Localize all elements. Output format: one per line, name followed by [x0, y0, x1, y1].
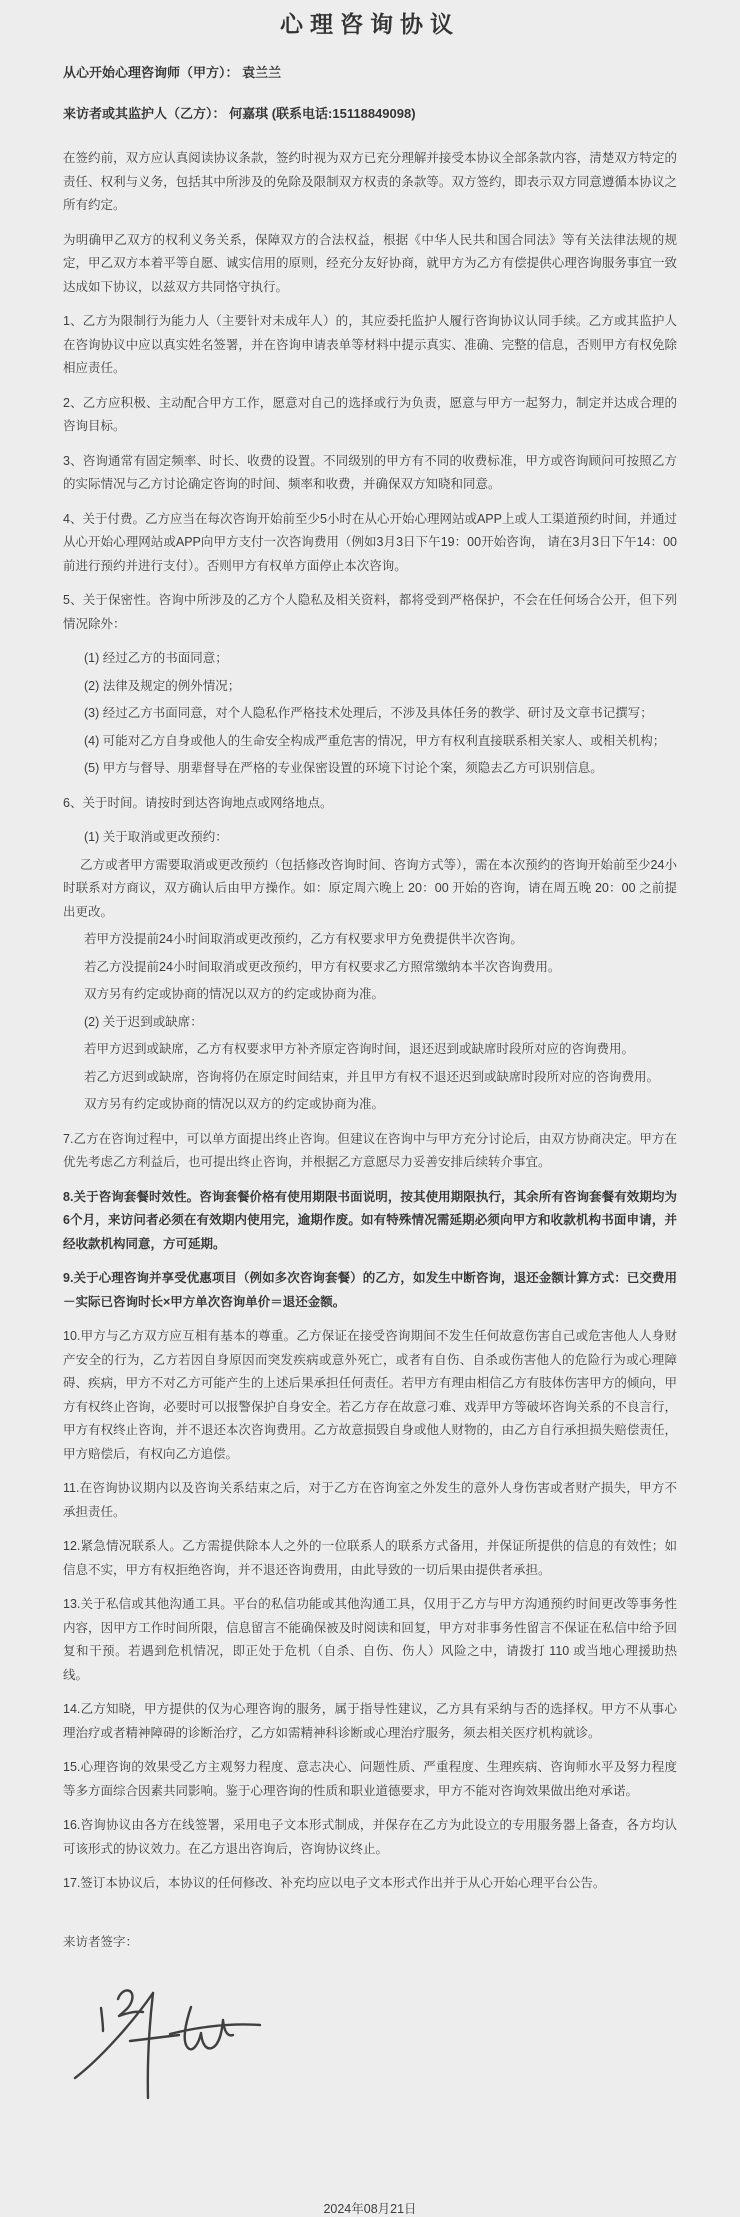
- page-title: 心理咨询协议: [280, 11, 460, 37]
- handwritten-signature-icon: [73, 1978, 268, 2103]
- clause-paragraph: 5、关于保密性。咨询中所涉及的乙方个人隐私及相关资料，都将受到严格保护，不会在任何场合公开，但下列情况除外：: [63, 593, 677, 631]
- clause-paragraph: (1) 关于取消或更改预约：: [84, 830, 228, 844]
- clause-paragraph: 7.乙方在咨询过程中，可以单方面提出终止咨询。但建议在咨询中与甲方充分讨论后，由双方协商决定。甲方在优先考虑乙方利益后，也可提出终止咨询，并根据乙方意愿尽力妥善安排后续转介事宜。: [63, 1131, 677, 1169]
- clause-paragraph: 双方另有约定或协商的情况以双方的约定或协商为准。: [84, 1097, 385, 1111]
- clause-paragraph: 若乙方迟到或缺席，咨询将仍在原定时间结束，并且甲方有权不退还迟到或缺席时段所对应的咨询费用。: [84, 1069, 660, 1084]
- clause-paragraph: 15.心理咨询的效果受乙方主观努力程度、意志决心、问题性质、严重程度、生理疾病、咨询师水平及努力程度等多方面综合因素共同影响。鉴于心理咨询的性质和职业道德要求，甲方不能对咨询效果做出绝对承诺。: [63, 1760, 677, 1798]
- clause-paragraph: 若甲方没提前24小时间取消或更改预约，乙方有权要求甲方免费提供半次咨询。: [84, 932, 523, 946]
- clause-paragraph: 3、咨询通常有固定频率、时长、收费的设置。不同级别的甲方有不同的收费标准，甲方或咨询顾问可按照乙方的实际情况与乙方讨论确定咨询的时间、频率和收费，并确保双方知晓和同意。: [63, 453, 677, 491]
- clause-paragraph: 乙方或者甲方需要取消或更改预约（包括修改咨询时间、咨询方式等），需在本次预约的咨询开始前至少24小时联系对方商议，双方确认后由甲方操作。如：原定周六晚上 20：00 开始的咨询，请在周五晚 20：00 之前提出更改。: [63, 857, 677, 919]
- clause-paragraph: 4、关于付费。乙方应当在每次咨询开始前至少5小时在从心开始心理网站或APP上或人工渠道预约时间，并通过从心开始心理网站或APP向甲方支付一次咨询费用（例如3月3日下午19：00开始咨询， 请在3月3日下午14：00前进行预约并进行支付）。否则甲方有权单方面停止本次咨询。: [63, 511, 677, 573]
- clause-paragraph: 6、关于时间。请按时到达咨询地点或网络地点。: [63, 795, 333, 810]
- clause-paragraph: 双方另有约定或协商的情况以双方的约定或协商为准。: [84, 987, 385, 1001]
- clause-paragraph: 1、乙方为限制行为能力人（主要针对未成年人）的，其应委托监护人履行咨询协议认同手续。乙方或其监护人在咨询协议中应以真实姓名签署，并在咨询申请表单等材料中提示真实、准确、完整的信息，否则甲方有权免除相应责任。: [63, 314, 677, 375]
- party-b-line: 来访者或其监护人（乙方）： 何嘉琪 (联系电话:15118849098): [63, 106, 416, 121]
- clause-paragraph: 2、乙方应积极、主动配合甲方工作，愿意对自己的选择或行为负责，愿意与甲方一起努力，制定并达成合理的咨询目标。: [63, 395, 677, 433]
- clause-paragraph: (5) 甲方与督导、朋辈督导在严格的专业保密设置的环境下讨论个案，须隐去乙方可识别信息。: [84, 761, 603, 775]
- signature-label: 来访者签字：: [63, 1934, 139, 1949]
- clause-paragraph: 若甲方迟到或缺席，乙方有权要求甲方补齐原定咨询时间，退还迟到或缺席时段所对应的咨询费用。: [84, 1042, 635, 1056]
- clauses-list: [63, 147, 677, 1896]
- clause-paragraph: 10.甲方与乙方双方应互相有基本的尊重。乙方保证在接受咨询期间不发生任何故意伤害自己或危害他人人身财产安全的行为，乙方若因自身原因而突发疾病或意外死亡，或者有自伤、自杀或伤害他人的危险行为或心理障碍、疾病，甲方不对乙方可能产生的上述后果承担任何责任。若甲方有理由相信乙方有肢体伤害甲方的倾向，甲方有权终止咨询，必要时可以报警保护自身安全。若乙方存在故意刁难、戏弄甲方等破坏咨询关系的不良言行，甲方有权终止咨询，并不退还本次咨询费用。乙方故意损毁自身或他人财物的，由乙方自行承担损失赔偿责任，甲方赔偿后，有权向乙方追偿。: [63, 1329, 677, 1461]
- clause-paragraph: 若乙方没提前24小时间取消或更改预约，甲方有权要求乙方照常缴纳本半次咨询费用。: [84, 959, 561, 974]
- clause-paragraph: (4) 可能对乙方自身或他人的生命安全构成严重危害的情况，甲方有权利直接联系相关家人、或相关机构；: [84, 733, 666, 748]
- clause-paragraph: 12.紧急情况联系人。乙方需提供除本人之外的一位联系人的联系方式备用，并保证所提供的信息的有效性；如信息不实，甲方有权拒绝咨询，并不退还咨询费用，由此导致的一切后果由提供者承担。: [63, 1539, 677, 1577]
- clause-paragraph: 16.咨询协议由各方在线签署，采用电子文本形式制成，并保存在乙方为此设立的专用服务器上备查，各方均认可该形式的协议效力。在乙方退出咨询后，咨询协议终止。: [63, 1818, 677, 1856]
- clause-paragraph: (2) 关于迟到或缺席：: [84, 1014, 203, 1029]
- clause-paragraph: (1) 经过乙方的书面同意；: [84, 651, 228, 665]
- party-a-line: 从心开始心理咨询师（甲方）： 袁兰兰: [63, 65, 282, 80]
- clause-paragraph: 为明确甲乙双方的权利义务关系，保障双方的合法权益，根据《中华人民共和国合同法》等有关法律法规的规定，甲乙双方本着平等自愿、诚实信用的原则，经充分友好协商，就甲方为乙方有偿提供心理咨询服务事宜一致达成如下协议，以兹双方共同恪守执行。: [63, 232, 677, 294]
- clause-paragraph: (3) 经过乙方书面同意，对个人隐私作严格技术处理后，不涉及具体任务的教学、研讨及文章书记撰写；: [84, 706, 653, 720]
- clause-paragraph: 14.乙方知晓，甲方提供的仅为心理咨询的服务，属于指导性建议，乙方具有采纳与否的选择权。甲方不从事心理治疗或者精神障碍的诊断治疗，乙方如需精神科诊断或心理治疗服务，须去相关医疗机构就诊。: [63, 1702, 677, 1740]
- visitor-signature: [73, 1978, 268, 2103]
- clause-paragraph: 11.在咨询协议期内以及咨询关系结束之后，对于乙方在咨询室之外发生的意外人身伤害或者财产损失，甲方不承担责任。: [63, 1481, 677, 1519]
- clause-paragraph: 8.关于咨询套餐时效性。咨询套餐价格有使用期限书面说明，按其使用期限执行，其余所有咨询套餐有效期均为6个月，来访问者必须在有效期内使用完，逾期作废。如有特殊情况需延期必须向甲方和收款机构书面申请，并经收款机构同意，方可延期。: [63, 1189, 677, 1251]
- clause-paragraph: 9.关于心理咨询并享受优惠项目（例如多次咨询套餐）的乙方，如发生中断咨询，退还金额计算方式：已交费用－实际已咨询时长×甲方单次咨询单价＝退还金额。: [63, 1271, 677, 1309]
- clause-paragraph: (2) 法律及规定的例外情况；: [84, 678, 241, 693]
- clause-paragraph: 13.关于私信或其他沟通工具。平台的私信功能或其他沟通工具，仅用于乙方与甲方沟通预约时间更改等事务性内容，因甲方工作时间所限，信息留言不能确保被及时阅读和回复，甲方对非事务性留言不保证在私信中给予回复和干预。若遇到危机情况，即正处于危机（自杀、自伤、伤人）风险之中，请拨打 110 或当地心理援助热线。: [63, 1597, 677, 1682]
- clause-paragraph: 17.签订本协议后，本协议的任何修改、补充均应以电子文本形式作出并于从心开始心理平台公告。: [63, 1876, 606, 1890]
- clause-paragraph: 在签约前，双方应认真阅读协议条款，签约时视为双方已充分理解并接受本协议全部条款内容，清楚双方特定的责任、权利与义务，包括其中所涉及的免除及限制双方权责的条款等。双方签约，即表示双方同意遵循本协议之所有约定。: [63, 151, 677, 212]
- signature-date: 2024年08月21日: [323, 2201, 417, 2216]
